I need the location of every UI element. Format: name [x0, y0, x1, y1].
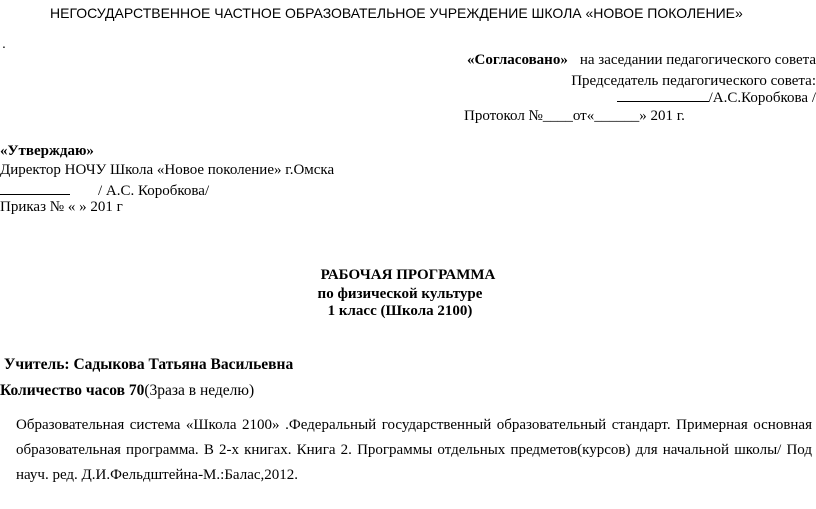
agreed-block-heading: [467, 51, 816, 69]
agreed-label: «Согласовано»: [467, 52, 568, 68]
program-grade: 1 класс (Школа 2100): [327, 303, 473, 319]
organization-header: НЕГОСУДАРСТВЕННОЕ ЧАСТНОЕ ОБРАЗОВАТЕЛЬНОЕ УЧРЕЖДЕНИЕ ШКОЛА «НОВОЕ ПОКОЛЕНИЕ»: [50, 5, 743, 21]
program-description: Образовательная система «Школа 2100» .Федеральный государственный образовательный стандарт. Примерная основная образовательная программа. В 2-х книгах. Книга 2. Программы отдельных предметов(курсов) для начальной школы/ Под науч. ред. Д.И.Фельдштейна-М.:Балас,2012.: [16, 417, 812, 483]
approve-label: «Утверждаю»: [0, 143, 94, 159]
director-signature-name: / А.С. Коробкова/: [98, 183, 210, 199]
agreed-text: на заседании педагогического совета: [579, 52, 816, 68]
program-title: РАБОЧАЯ ПРОГРАММА: [320, 267, 496, 283]
chair-line: Председатель педагогического совета:: [571, 73, 816, 89]
program-subject: по физической культуре: [317, 286, 483, 302]
director-line: Директор НОЧУ Школа «Новое поколение» г.Омска: [0, 162, 335, 178]
order-line: Приказ № « » 201 г: [0, 199, 123, 215]
signature-blank: [617, 88, 709, 102]
chair-signature-line: [617, 88, 816, 107]
hours-label: Количество часов 70: [0, 382, 145, 399]
hours-note: (3раза в неделю): [144, 382, 255, 399]
teacher-line: Учитель: Садыкова Татьяна Васильевна: [4, 356, 294, 373]
chair-signature-name: /А.С.Коробкова /: [708, 90, 816, 106]
signature-blank: [0, 181, 70, 195]
protocol-line: Протокол №____от«______» 201 г.: [464, 108, 685, 124]
hours-line: [0, 382, 254, 400]
stray-dot: .: [2, 35, 6, 51]
